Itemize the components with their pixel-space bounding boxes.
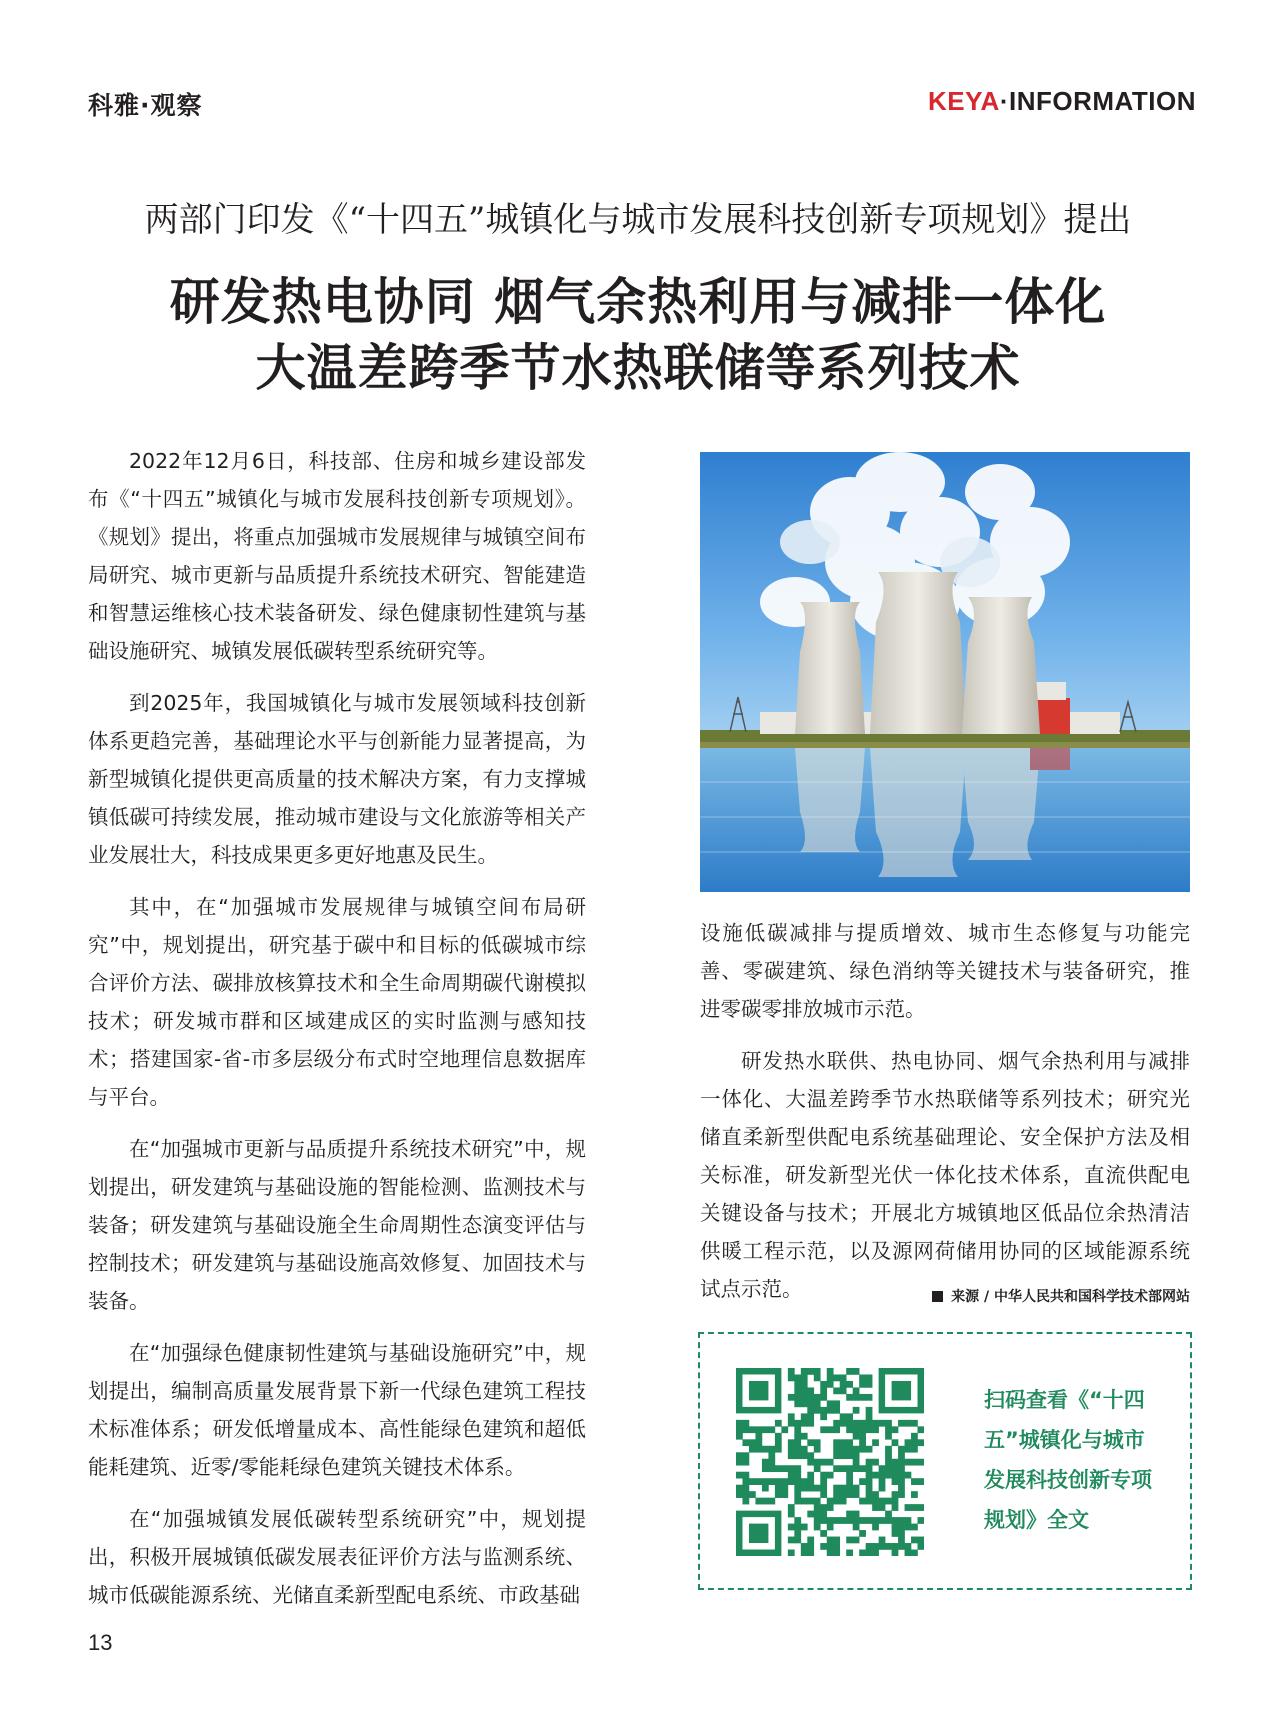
paragraph: 在“加强城镇发展低碳转型系统研究”中，规划提出，积极开展城镇低碳发展表征评价方法与监测系统、城市低碳能源系统、光储直柔新型配电系统、市政基础 [88, 1507, 586, 1607]
article-column-left [88, 442, 586, 1628]
qr-code-box [698, 1332, 1192, 1590]
article-column-right [700, 914, 1190, 1322]
section-label-brand: 科 [88, 91, 115, 120]
paragraph: 2022年12月6日，科技部、住房和城乡建设部发布《“十四五”城镇化与城市发展科技创新专项规划》。《规划》提出，将重点加强城市发展规律与城镇空间布局研究、城市更新与品质提升系统技术研究、智能建造和智慧运维核心技术装备研发、绿色健康韧性建筑与基础设施研究、城镇发展低碳转型系统研究等。 [88, 449, 586, 663]
article-title-line-1: 研发热电协同 烟气余热利用与减排一体化 [169, 272, 1107, 331]
paragraph: 在“加强绿色健康韧性建筑与基础设施研究”中，规划提出，编制高质量发展背景下新一代绿色建筑工程技术标准体系；研发低增量成本、高性能绿色建筑和超低能耗建筑、近零/零能耗绿色建筑关键技术体系。 [88, 1341, 586, 1479]
paragraph: 在“加强城市更新与品质提升系统技术研究”中，规划提出，研发建筑与基础设施的智能检测、监测技术与装备；研发建筑与基础设施全生命周期性态演变评估与控制技术；研发建筑与基础设施高效修复、加固技术与装备。 [88, 1137, 586, 1313]
paragraph: 研发热水联供、热电协同、烟气余热利用与减排一体化、大温差跨季节水热联储等系列技术；研究光储直柔新型供配电系统基础理论、安全保护方法及相关标准，研发新型光伏一体化技术体系，直流供配电关键设备与技术；开展北方城镇地区低品位余热清洁供暖工程示范，以及源网荷储用协同的区域能源系统试点示范。 [700, 1049, 1190, 1301]
paragraph: 设施低碳减排与提质增效、城市生态修复与功能完善、零碳建筑、绿色消纳等关键技术与装备研究，推进零碳零排放城市示范。 [700, 921, 1190, 1021]
cooling-towers-photo [700, 452, 1190, 892]
paragraph: 其中，在“加强城市发展规律与城镇空间布局研究”中，规划提出，研究基于碳中和目标的低碳城市综合评价方法、碳排放核算技术和全生命周期碳代谢模拟技术；研发城市群和区域建成区的实时监测与感知技术；搭建国家-省-市多层级分布式时空地理信息数据库与平台。 [88, 895, 586, 1109]
magazine-brand: KEYA [927, 86, 1000, 116]
article-subtitle: 两部门印发《“十四五”城镇化与城市发展科技创新专项规划》提出 [144, 200, 1132, 240]
qr-caption: 扫码查看《“十四五”城镇化与城市发展科技创新专项规划》全文 [984, 1388, 1152, 1532]
source-credit [932, 1286, 1190, 1306]
square-bullet-icon [932, 1291, 943, 1302]
qr-code[interactable] [736, 1368, 924, 1556]
section-label-name: 雅·观察 [114, 91, 203, 120]
paragraph: 到2025年，我国城镇化与城市发展领域科技创新体系更趋完善，基础理论水平与创新能力显著提高，为新型城镇化提供更高质量的技术解决方案，有力支撑城镇低碳可持续发展，推动城市建设与文化旅游等相关产业发展壮大，科技成果更多更好地惠及民生。 [88, 691, 586, 867]
page-number: 13 [88, 1630, 113, 1655]
magazine-section: ·INFORMATION [999, 86, 1196, 116]
source-text: 来源 / 中华人民共和国科学技术部网站 [951, 1289, 1190, 1305]
article-title-line-2: 大温差跨季节水热联储等系列技术 [255, 338, 1021, 397]
section-label [88, 86, 203, 122]
magazine-header [928, 86, 1196, 117]
